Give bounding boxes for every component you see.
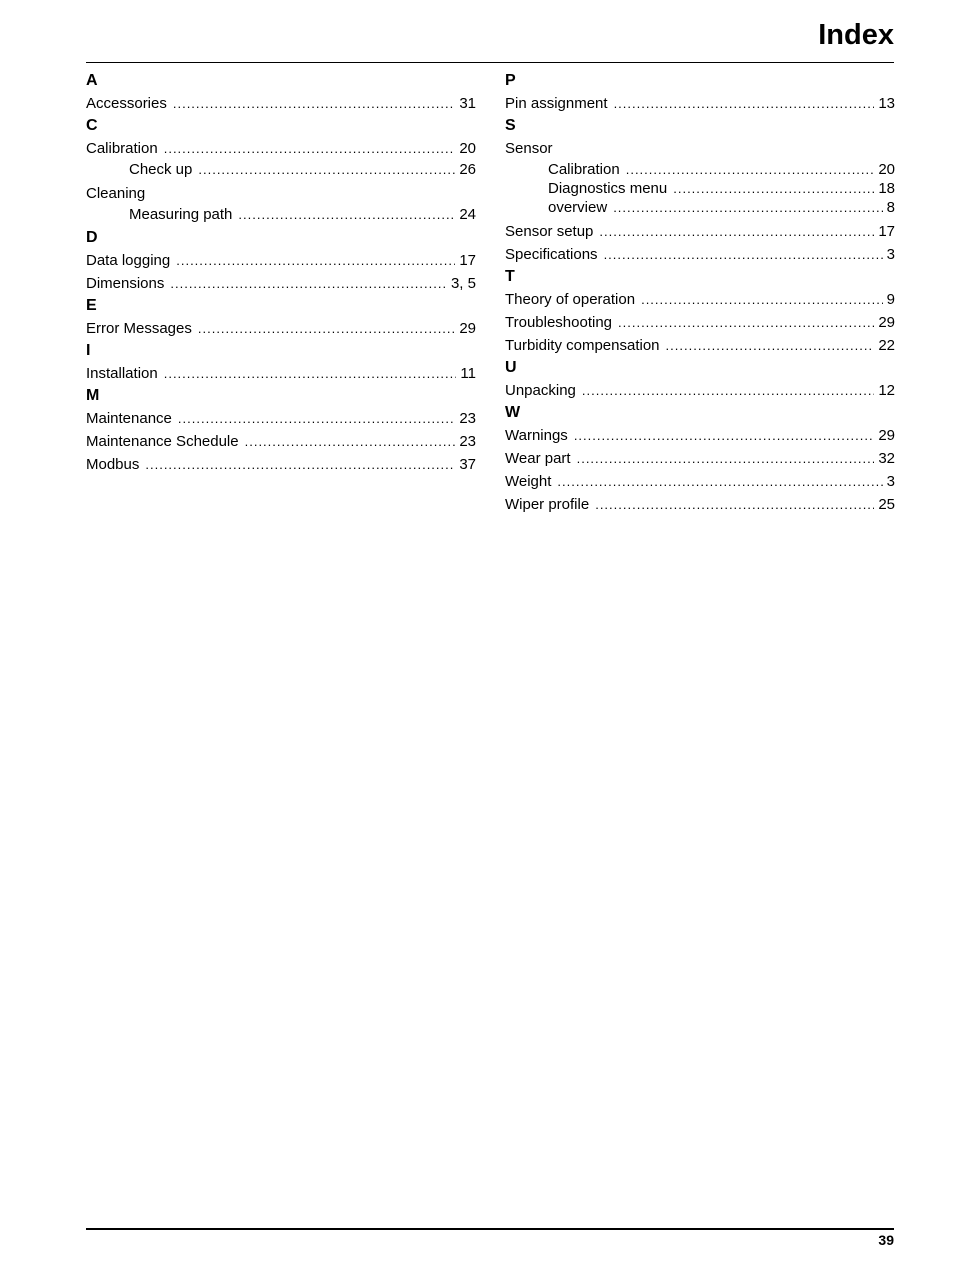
dot-leader (626, 160, 875, 179)
index-entry-warnings[interactable] (505, 424, 895, 447)
index-term: Maintenance Schedule (86, 433, 239, 450)
index-page-ref: 8 (886, 199, 895, 216)
index-letter-u: U (505, 359, 517, 376)
index-term: overview (548, 199, 608, 216)
index-entry-weight[interactable] (505, 470, 895, 493)
index-entry-maintenance-schedule[interactable] (86, 430, 476, 453)
index-entry-theory-of-operation[interactable] (505, 288, 895, 311)
dot-leader (673, 179, 874, 198)
dot-leader (666, 334, 875, 357)
index-term: Calibration (86, 140, 158, 157)
index-page-ref: 3 (886, 473, 895, 490)
index-term: Data logging (86, 252, 171, 269)
index-entry-troubleshooting[interactable] (505, 311, 895, 334)
index-entry-installation[interactable] (86, 362, 476, 385)
index-letter-e: E (86, 297, 97, 314)
index-column-right (505, 70, 895, 516)
index-term: Calibration (548, 161, 620, 178)
index-term: Specifications (505, 246, 598, 263)
index-page-ref: 20 (878, 161, 895, 178)
dot-leader (164, 362, 457, 385)
index-page-ref: 29 (878, 427, 895, 444)
index-letter-s: S (505, 117, 516, 134)
index-entry-turbidity-compensation[interactable] (505, 334, 895, 357)
dot-leader (245, 430, 456, 453)
index-page-ref: 37 (459, 456, 476, 473)
index-entry-maintenance[interactable] (86, 407, 476, 430)
index-page-ref: 23 (459, 433, 476, 450)
index-term: Troubleshooting (505, 314, 613, 331)
index-page-ref: 32 (878, 450, 895, 467)
index-letter-i: I (86, 342, 91, 359)
index-page-ref: 13 (878, 95, 895, 112)
dot-leader (577, 447, 875, 470)
index-page-ref: 17 (878, 223, 895, 240)
page-title: Index (818, 19, 894, 51)
dot-leader (145, 453, 455, 476)
index-letter-p: P (505, 72, 516, 89)
dot-leader (599, 220, 874, 243)
index-page-ref: 12 (878, 382, 895, 399)
index-term: Wear part (505, 450, 571, 467)
dot-leader (198, 317, 455, 340)
dot-leader (604, 243, 883, 266)
index-entry-wiper-profile[interactable] (505, 493, 895, 516)
index-entry-dimensions[interactable] (86, 272, 476, 295)
index-page-ref: 22 (878, 337, 895, 354)
index-term: Maintenance (86, 410, 172, 427)
index-page-ref: 11 (460, 365, 476, 382)
index-term: Diagnostics menu (548, 180, 668, 197)
index-entry-calibration[interactable] (86, 137, 476, 160)
index-term: Warnings (505, 427, 568, 444)
index-term: Turbidity compensation (505, 337, 660, 354)
dot-leader (595, 493, 874, 516)
dot-leader (574, 424, 875, 447)
header-rule (86, 62, 894, 63)
index-page-ref: 18 (878, 180, 895, 197)
index-term: Weight (505, 473, 552, 490)
dot-leader (614, 92, 875, 115)
dot-leader (173, 92, 455, 115)
index-letter-t: T (505, 268, 515, 285)
index-term: Wiper profile (505, 496, 590, 513)
index-term: Modbus (86, 456, 140, 473)
index-letter-c: C (86, 117, 98, 134)
dot-leader (618, 311, 874, 334)
index-page-ref: 25 (878, 496, 895, 513)
index-page-ref: 3, 5 (450, 275, 476, 292)
index-page-ref: 29 (459, 320, 476, 337)
index-subentry-diagnostics-menu[interactable] (505, 179, 895, 198)
index-page-ref: 26 (459, 161, 476, 178)
index-term: Pin assignment (505, 95, 608, 112)
index-entry-error-messages[interactable] (86, 317, 476, 340)
index-term: Dimensions (86, 275, 165, 292)
index-entry-specifications[interactable] (505, 243, 895, 266)
index-subentry-sensor-calibration[interactable] (505, 160, 895, 179)
index-term: Unpacking (505, 382, 576, 399)
index-entry-modbus[interactable] (86, 453, 476, 476)
dot-leader (178, 407, 455, 430)
index-entry-wear-part[interactable] (505, 447, 895, 470)
index-letter-d: D (86, 229, 98, 246)
index-entry-pin-assignment[interactable] (505, 92, 895, 115)
index-subentry-check-up[interactable] (86, 160, 476, 179)
index-column-left (86, 70, 476, 476)
dot-leader (582, 379, 874, 402)
index-entry-sensor: Sensor (505, 140, 553, 157)
index-term: Sensor setup (505, 223, 594, 240)
index-term: Theory of operation (505, 291, 636, 308)
index-term: Measuring path (129, 206, 233, 223)
index-entry-cleaning: Cleaning (86, 185, 146, 202)
index-entry-unpacking[interactable] (505, 379, 895, 402)
dot-leader (641, 288, 883, 311)
dot-leader (613, 198, 882, 217)
dot-leader (164, 137, 456, 160)
index-term: Error Messages (86, 320, 192, 337)
index-subentry-overview[interactable] (505, 198, 895, 217)
index-entry-sensor-setup[interactable] (505, 220, 895, 243)
footer-rule (86, 1228, 894, 1230)
page-number: 39 (878, 1232, 894, 1248)
dot-leader (176, 249, 455, 272)
index-term: Check up (129, 161, 193, 178)
index-page-ref: 29 (878, 314, 895, 331)
index-page-ref: 23 (459, 410, 476, 427)
index-letter-w: W (505, 404, 521, 421)
index-page-ref: 17 (459, 252, 476, 269)
index-entry-accessories[interactable] (86, 92, 476, 115)
index-page-ref: 9 (886, 291, 895, 308)
dot-leader (238, 205, 455, 224)
index-page-ref: 31 (459, 95, 476, 112)
dot-leader (557, 470, 882, 493)
index-entry-data-logging[interactable] (86, 249, 476, 272)
index-term: Accessories (86, 95, 167, 112)
index-letter-a: A (86, 72, 98, 89)
index-page-ref: 20 (459, 140, 476, 157)
index-term: Installation (86, 365, 158, 382)
dot-leader (198, 160, 455, 179)
index-page-ref: 3 (886, 246, 895, 263)
index-page-ref: 24 (459, 206, 476, 223)
dot-leader (170, 272, 447, 295)
index-letter-m: M (86, 387, 100, 404)
index-subentry-measuring-path[interactable] (86, 205, 476, 224)
